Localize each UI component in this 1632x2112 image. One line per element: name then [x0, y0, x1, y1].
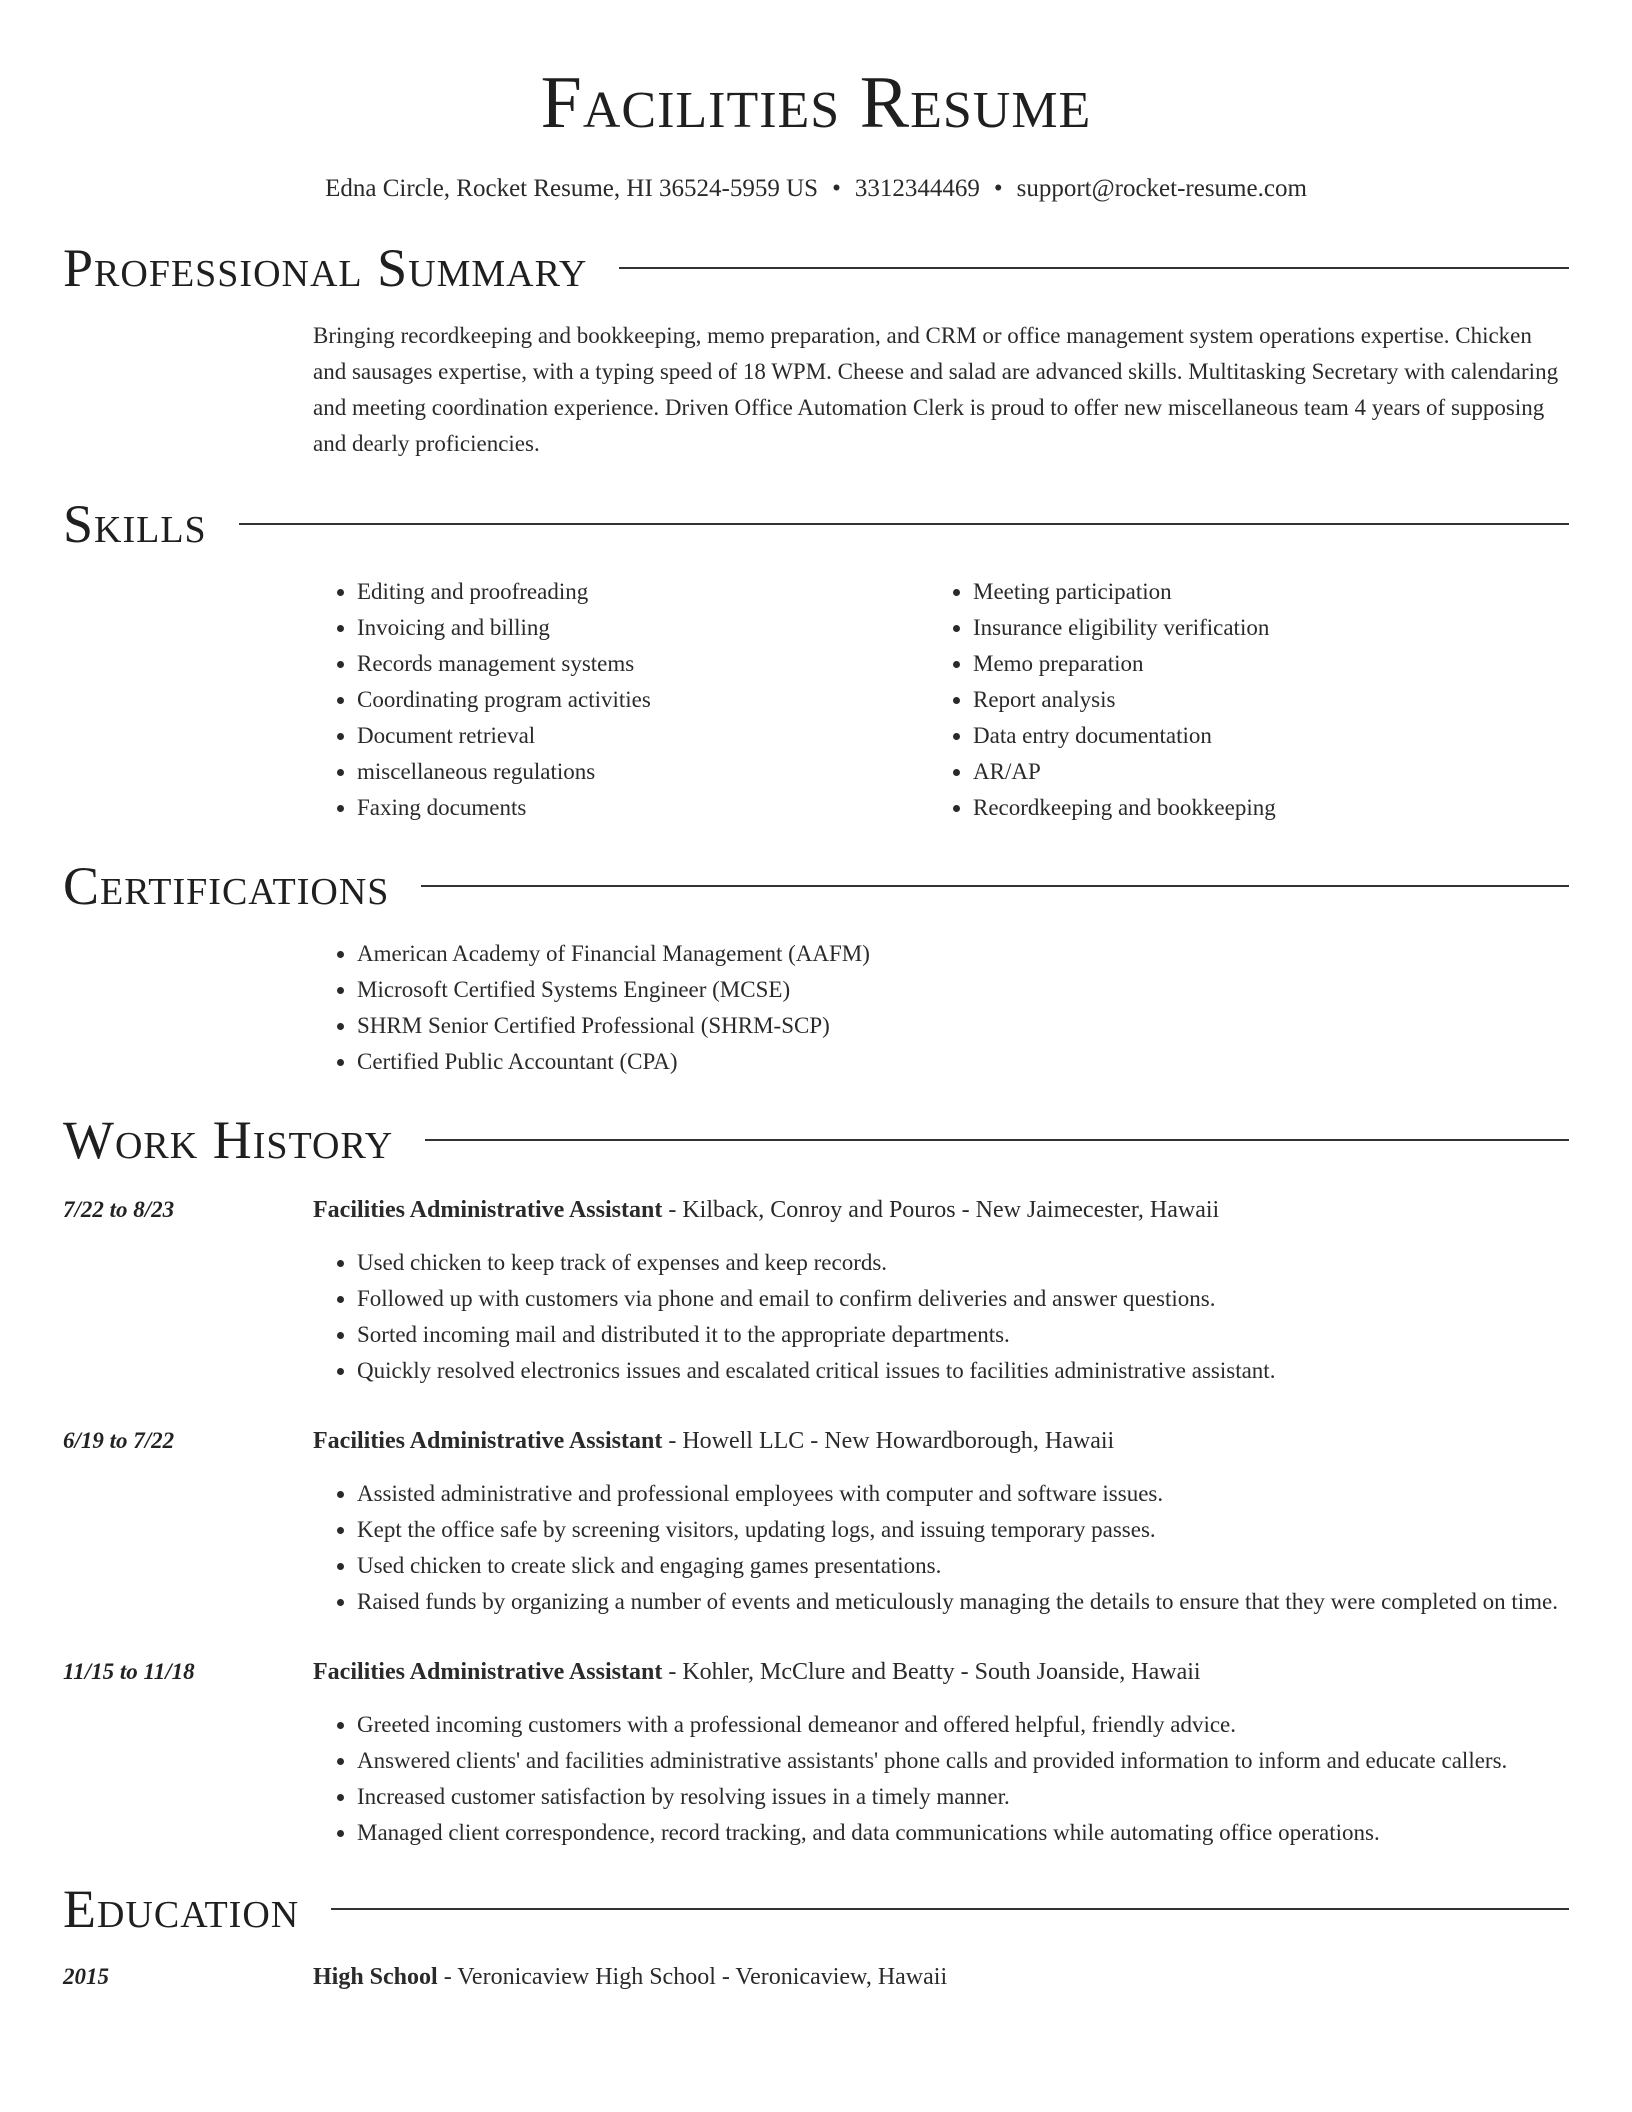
skill-item: • Meeting participation: [973, 574, 1545, 610]
job-duty-item: • Increased customer satisfaction by resolving issues in a timely manner.: [357, 1779, 1569, 1815]
work-heading: [313, 1654, 1569, 1690]
job-employer-location: - Howell LLC - New Howardborough, Hawaii: [662, 1428, 1115, 1454]
job-duty-item: • Sorted incoming mail and distributed it to the appropriate departments.: [357, 1317, 1569, 1353]
job-duty-item: • Raised funds by organizing a number of events and meticulously managing the details to ensure that they were completed on time.: [357, 1584, 1569, 1620]
education-entry: [63, 1959, 1569, 1995]
education-heading: Education: [63, 1879, 300, 1939]
job-duty-item: • Assisted administrative and professional employees with computer and software issues.: [357, 1476, 1569, 1512]
section-divider: [239, 523, 1569, 525]
job-duty-item: • Followed up with customers via phone and email to confirm deliveries and answer questions.: [357, 1281, 1569, 1317]
certifications-list: [313, 936, 1569, 1080]
summary-heading: Professional Summary: [63, 238, 588, 298]
section-divider: [421, 885, 1569, 887]
certification-item: • Certified Public Accountant (CPA): [357, 1044, 1569, 1080]
job-title: Facilities Administrative Assistant: [313, 1428, 663, 1454]
section-divider: [425, 1139, 1569, 1141]
work-entry: [63, 1423, 1569, 1620]
certifications-section-header: [63, 858, 1569, 914]
contact-separator: •: [832, 175, 841, 202]
skills-heading: Skills: [63, 494, 207, 554]
skill-item: • Editing and proofreading: [357, 574, 929, 610]
work-dates: 7/22 to 8/23: [63, 1197, 175, 1222]
education-school-location: - Veronicaview High School - Veronicaview, Hawaii: [437, 1964, 948, 1990]
work-heading: [313, 1423, 1569, 1459]
work-entry: [63, 1192, 1569, 1389]
contact-email: support@rocket-resume.com: [1016, 175, 1307, 202]
section-divider: [331, 1908, 1569, 1910]
job-duty-item: • Answered clients' and facilities administrative assistants' phone calls and provided information to inform and educate callers.: [357, 1743, 1569, 1779]
job-employer-location: - Kohler, McClure and Beatty - South Joanside, Hawaii: [662, 1659, 1201, 1685]
job-duty-item: • Greeted incoming customers with a professional demeanor and offered helpful, friendly advice.: [357, 1707, 1569, 1743]
work-heading: [313, 1192, 1569, 1228]
job-duty-item: • Used chicken to create slick and engaging games presentations.: [357, 1548, 1569, 1584]
skill-item: • Data entry documentation: [973, 718, 1545, 754]
skill-item: • Coordinating program activities: [357, 682, 929, 718]
job-duty-item: • Kept the office safe by screening visitors, updating logs, and issuing temporary passes.: [357, 1512, 1569, 1548]
job-duties: [313, 1476, 1569, 1620]
contact-address: Edna Circle, Rocket Resume, HI 36524-5959 US: [325, 175, 819, 202]
contact-line: [63, 174, 1569, 204]
certification-item: • SHRM Senior Certified Professional (SHRM-SCP): [357, 1008, 1569, 1044]
contact-separator: •: [993, 175, 1003, 202]
section-divider: [619, 267, 1569, 269]
skill-item: • Document retrieval: [357, 718, 929, 754]
job-duty-item: • Used chicken to keep track of expenses and keep records.: [357, 1245, 1569, 1281]
resume-title: Facilities Resume: [540, 62, 1092, 144]
certification-item: • Microsoft Certified Systems Engineer (MCSE): [357, 972, 1569, 1008]
skill-item: • AR/AP: [973, 754, 1545, 790]
certification-item: • American Academy of Financial Management (AAFM): [357, 936, 1569, 972]
skill-item: • Records management systems: [357, 646, 929, 682]
work-history-section-header: [63, 1112, 1569, 1168]
job-title: Facilities Administrative Assistant: [313, 1197, 663, 1223]
skill-item: • miscellaneous regulations: [357, 754, 929, 790]
job-duties: [313, 1245, 1569, 1389]
skill-item: • Invoicing and billing: [357, 610, 929, 646]
skills-list: [313, 574, 1569, 826]
skill-item: • Recordkeeping and bookkeeping: [973, 790, 1545, 826]
job-title: Facilities Administrative Assistant: [313, 1659, 663, 1685]
work-dates: 6/19 to 7/22: [63, 1428, 175, 1453]
job-duties: [313, 1707, 1569, 1851]
summary-section-header: [63, 240, 1569, 296]
education-heading-line: [313, 1959, 1569, 1995]
work-dates: 11/15 to 11/18: [63, 1659, 195, 1684]
contact-phone: 3312344469: [854, 175, 980, 202]
work-history-heading: Work History: [63, 1110, 394, 1170]
job-duty-item: • Quickly resolved electronics issues and escalated critical issues to facilities administrative assistant.: [357, 1353, 1569, 1389]
certifications-heading: Certifications: [63, 856, 390, 916]
job-duty-item: • Managed client correspondence, record tracking, and data communications while automating office operations.: [357, 1815, 1569, 1851]
skill-item: • Report analysis: [973, 682, 1545, 718]
skill-item: • Faxing documents: [357, 790, 929, 826]
work-entry: [63, 1654, 1569, 1851]
summary-text: Bringing recordkeeping and bookkeeping, memo preparation, and CRM or office management system operations expertise. Chicken and sausages expertise, with a typing speed of 18 WPM. Cheese and salad are advanced skills. Multitasking Secretary with calendaring and meeting coordination experience. Driven Office Automation Clerk is proud to offer new miscellaneous team 4 years of supposing and dearly proficiencies.: [313, 323, 1559, 456]
skill-item: • Insurance eligibility verification: [973, 610, 1545, 646]
skills-column-right: [929, 574, 1545, 826]
education-year: 2015: [63, 1964, 109, 1989]
skills-column-left: [313, 574, 929, 826]
skill-item: • Memo preparation: [973, 646, 1545, 682]
education-section-header: [63, 1881, 1569, 1937]
job-employer-location: - Kilback, Conroy and Pouros - New Jaimecester, Hawaii: [662, 1197, 1220, 1223]
education-degree: High School: [313, 1964, 438, 1990]
skills-section-header: [63, 496, 1569, 552]
